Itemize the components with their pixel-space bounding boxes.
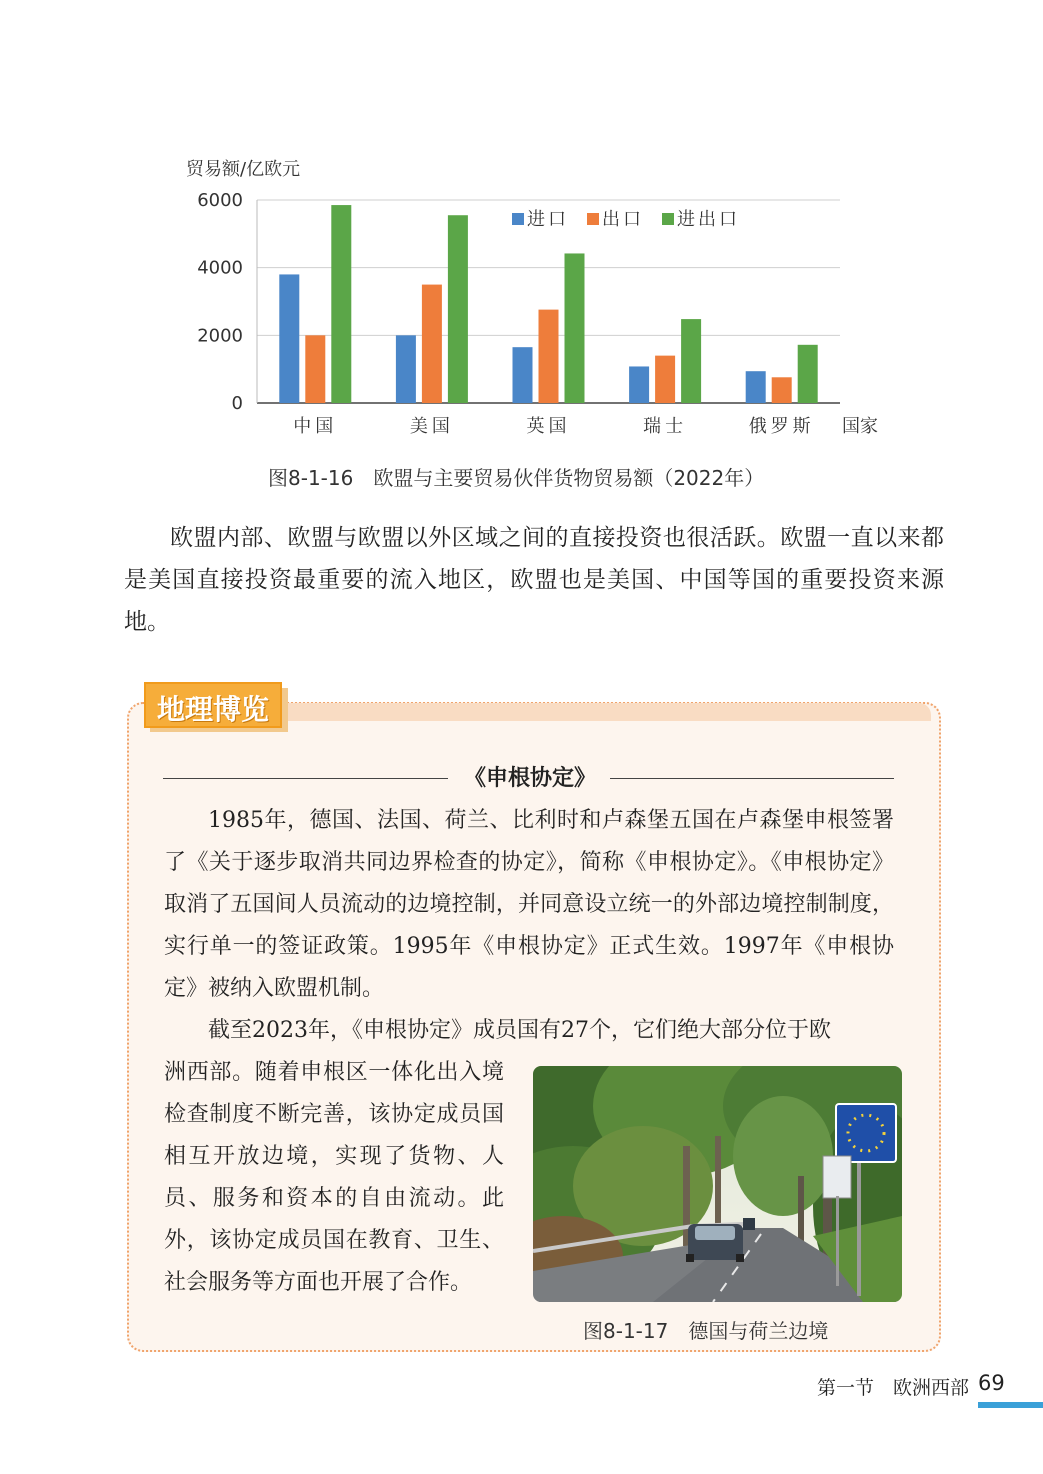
- legend-swatch: [662, 213, 674, 225]
- box-tab-label: 地理博览: [156, 693, 269, 726]
- y-axis-label: 贸易额/亿欧元: [186, 159, 301, 180]
- legend-label: 出口: [602, 209, 644, 230]
- bar-出口-英国: [539, 310, 559, 403]
- bar-进出口-中国: [331, 205, 351, 403]
- bar-进口-美国: [396, 335, 416, 403]
- x-tick-label: 英国: [526, 416, 571, 437]
- bar-出口-俄罗斯: [772, 377, 792, 403]
- legend-swatch: [512, 213, 524, 225]
- figure-caption-border: 图8-1-17 德国与荷兰边境: [583, 1319, 829, 1343]
- bar-出口-美国: [422, 285, 442, 403]
- bar-进口-俄罗斯: [746, 371, 766, 403]
- bar-进口-瑞士: [629, 366, 649, 403]
- x-axis-label: 国家: [842, 416, 878, 437]
- page-number: 69: [978, 1371, 1005, 1395]
- x-tick-label: 美国: [409, 416, 454, 437]
- y-tick-label: 0: [231, 393, 243, 414]
- bar-进口-中国: [279, 274, 299, 403]
- bar-进口-英国: [513, 347, 533, 403]
- footer-section-title: 第一节 欧洲西部: [817, 1377, 970, 1399]
- border-road-photo: [533, 1066, 902, 1302]
- legend-label: 进口: [527, 209, 569, 230]
- box-title: 《申根协定》: [463, 766, 596, 791]
- body-paragraph-investment: [124, 517, 944, 643]
- legend-swatch: [587, 213, 599, 225]
- bar-进出口-美国: [448, 215, 468, 403]
- trade-bar-chart: [160, 150, 900, 450]
- title-rule-right: [610, 778, 894, 779]
- y-tick-label: 2000: [197, 325, 243, 347]
- box-paragraph-1: [164, 800, 894, 1052]
- box-p2-first-line: 截至2023年，《申根协定》成员国有27个，它们绝大部分位于欧: [208, 1018, 831, 1043]
- x-tick-label: 瑞士: [643, 416, 688, 437]
- bar-进出口-俄罗斯: [798, 345, 818, 403]
- bar-进出口-英国: [565, 253, 585, 403]
- footer-accent-bar: [978, 1402, 1043, 1408]
- bar-出口-瑞士: [655, 356, 675, 403]
- x-tick-label: 中国: [293, 416, 338, 437]
- box-tab: [144, 682, 282, 728]
- y-tick-label: 4000: [197, 257, 243, 279]
- box-paragraph-2-wrap: [164, 1052, 504, 1304]
- box-p1-text: 1985年，德国、法国、荷兰、比利时和卢森堡五国在卢森堡申根签署了《关于逐步取消共同边界检查的协定》，简称《申根协定》。《申根协定》取消了五国间人员流动的边境控制，并同意设立统一的外部边境控制制度，实行单一的签证政策。1995年《申根协定》正式生效。1997年《申根协定》被纳入欧盟机制。: [164, 808, 894, 1001]
- bar-出口-中国: [305, 335, 325, 403]
- box-p2-text: 洲西部。随着申根区一体化出入境检查制度不断完善，该协定成员国相互开放边境，实现了货物、人员、服务和资本的自由流动。此外，该协定成员国在教育、卫生、社会服务等方面也开展了合作。: [164, 1060, 504, 1295]
- bar-进出口-瑞士: [681, 319, 701, 403]
- x-tick-label: 俄罗斯: [748, 416, 815, 437]
- y-tick-label: 6000: [197, 190, 243, 211]
- box-header-band: [283, 703, 931, 721]
- figure-caption-trade: 图8-1-16 欧盟与主要贸易伙伴货物贸易额（2022年）: [268, 466, 765, 490]
- legend-label: 进出口: [677, 209, 740, 230]
- paragraph-text: 欧盟内部、欧盟与欧盟以外区域之间的直接投资也很活跃。欧盟一直以来都是美国直接投资最重要的流入地区，欧盟也是美国、中国等国的重要投资来源地。: [124, 525, 944, 635]
- title-rule-left: [163, 778, 448, 779]
